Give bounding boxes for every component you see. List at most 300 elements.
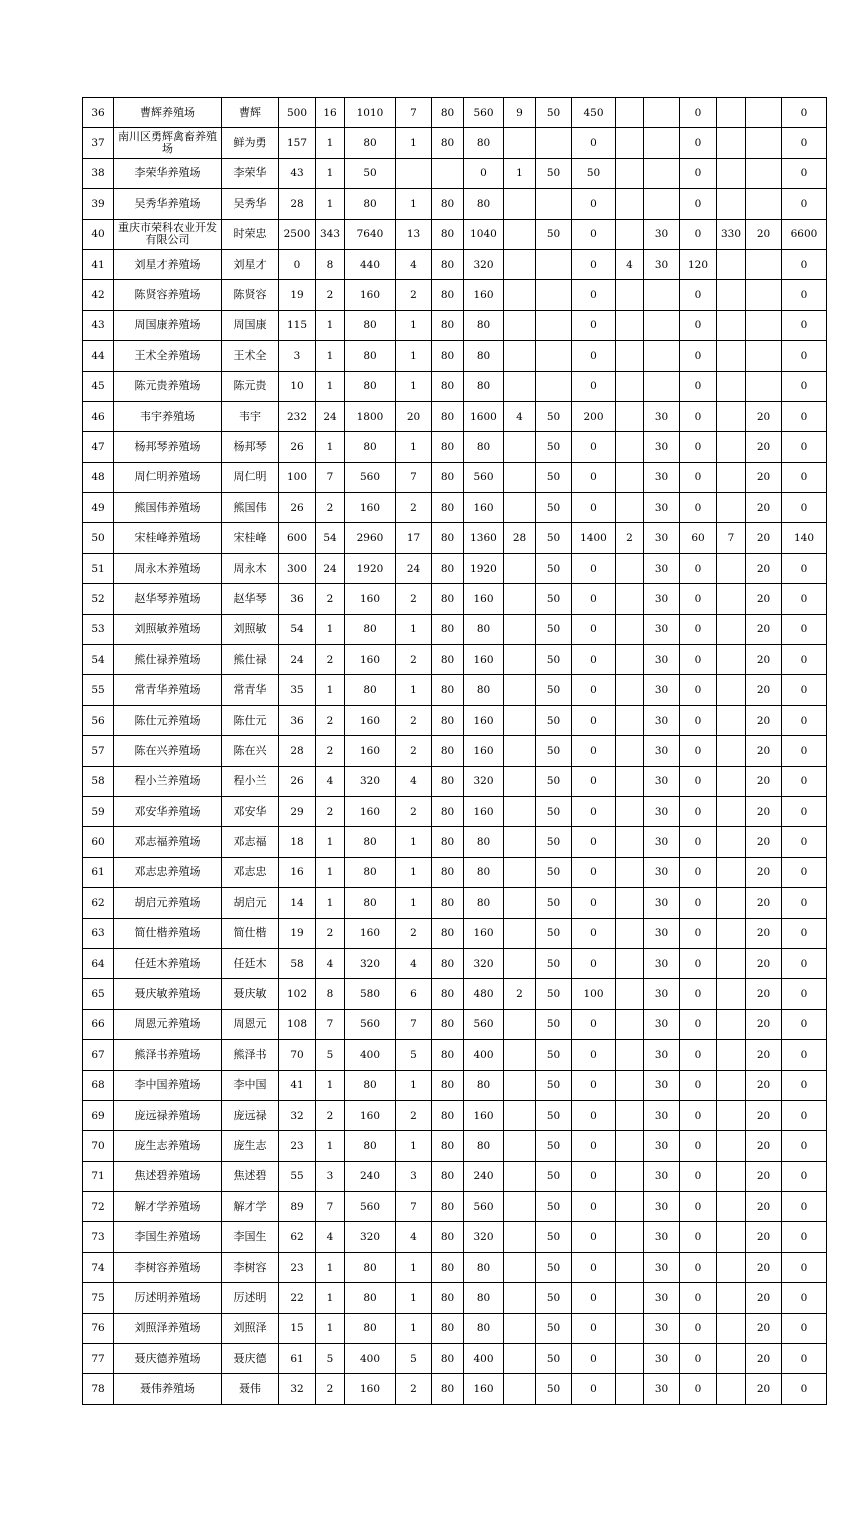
value-cell: 80 (432, 1192, 464, 1222)
value-cell: 43 (279, 158, 316, 188)
table-row (83, 584, 827, 614)
table-row (83, 736, 827, 766)
value-cell (616, 675, 644, 705)
value-cell: 1 (316, 1252, 345, 1282)
value-cell: 0 (680, 766, 717, 796)
value-cell: 80 (345, 1313, 396, 1343)
table-row (83, 948, 827, 978)
value-cell: 20 (746, 766, 782, 796)
value-cell: 2 (396, 705, 432, 735)
value-cell (616, 493, 644, 523)
value-cell: 20 (746, 1192, 782, 1222)
value-cell: 0 (572, 1222, 616, 1252)
value-cell: 0 (680, 1283, 717, 1313)
value-cell: 0 (680, 280, 717, 310)
owner-name-cell: 宋桂峰 (222, 523, 279, 553)
value-cell: 160 (345, 584, 396, 614)
value-cell: 0 (680, 553, 717, 583)
value-cell: 560 (345, 462, 396, 492)
value-cell: 80 (432, 705, 464, 735)
row-index-cell: 73 (83, 1222, 114, 1252)
row-index-cell: 53 (83, 614, 114, 644)
value-cell (717, 1100, 746, 1130)
value-cell: 50 (536, 675, 572, 705)
value-cell: 80 (464, 857, 504, 887)
value-cell: 0 (782, 614, 827, 644)
value-cell: 8 (316, 979, 345, 1009)
value-cell: 115 (279, 310, 316, 340)
value-cell: 0 (782, 1313, 827, 1343)
value-cell: 200 (572, 401, 616, 431)
value-cell: 80 (432, 979, 464, 1009)
value-cell: 1 (316, 128, 345, 158)
value-cell: 0 (782, 1009, 827, 1039)
value-cell: 30 (644, 948, 680, 978)
value-cell: 0 (782, 1040, 827, 1070)
value-cell: 50 (536, 1040, 572, 1070)
value-cell: 80 (432, 280, 464, 310)
row-index-cell: 50 (83, 523, 114, 553)
value-cell: 1920 (345, 553, 396, 583)
value-cell: 80 (432, 98, 464, 128)
value-cell: 2 (396, 584, 432, 614)
value-cell: 500 (279, 98, 316, 128)
row-index-cell: 62 (83, 888, 114, 918)
value-cell: 2 (316, 918, 345, 948)
row-index-cell: 44 (83, 341, 114, 371)
row-index-cell: 46 (83, 401, 114, 431)
value-cell: 30 (644, 857, 680, 887)
value-cell (504, 1161, 536, 1191)
owner-name-cell: 邓志忠 (222, 857, 279, 887)
value-cell: 80 (432, 614, 464, 644)
value-cell (504, 1313, 536, 1343)
farm-name-cell: 重庆市荣科农业开发有限公司 (114, 219, 222, 249)
value-cell: 50 (572, 158, 616, 188)
value-cell: 7 (396, 1009, 432, 1039)
value-cell: 7 (396, 462, 432, 492)
value-cell: 50 (536, 1283, 572, 1313)
table-row (83, 1252, 827, 1282)
value-cell: 0 (572, 1131, 616, 1161)
value-cell (616, 1344, 644, 1374)
value-cell: 0 (782, 948, 827, 978)
row-index-cell: 39 (83, 189, 114, 219)
value-cell: 20 (746, 675, 782, 705)
value-cell (536, 341, 572, 371)
value-cell (616, 128, 644, 158)
value-cell: 80 (432, 857, 464, 887)
value-cell: 80 (432, 1374, 464, 1404)
value-cell: 0 (782, 310, 827, 340)
value-cell: 1 (396, 888, 432, 918)
row-index-cell: 40 (83, 219, 114, 249)
value-cell (717, 614, 746, 644)
value-cell: 1 (316, 158, 345, 188)
value-cell: 70 (279, 1040, 316, 1070)
farm-name-cell: 陈元贵养殖场 (114, 371, 222, 401)
table-row (83, 1222, 827, 1252)
owner-name-cell: 陈在兴 (222, 736, 279, 766)
owner-name-cell: 李荣华 (222, 158, 279, 188)
owner-name-cell: 陈仕元 (222, 705, 279, 735)
value-cell: 0 (680, 1222, 717, 1252)
value-cell: 20 (746, 614, 782, 644)
value-cell: 30 (644, 1252, 680, 1282)
value-cell: 2 (316, 584, 345, 614)
owner-name-cell: 曹辉 (222, 98, 279, 128)
table-row (83, 1161, 827, 1191)
value-cell: 80 (432, 371, 464, 401)
value-cell (504, 553, 536, 583)
value-cell: 80 (432, 1252, 464, 1282)
value-cell: 17 (396, 523, 432, 553)
value-cell: 2 (616, 523, 644, 553)
value-cell: 80 (432, 189, 464, 219)
owner-name-cell: 简仕楷 (222, 918, 279, 948)
owner-name-cell: 熊仕禄 (222, 645, 279, 675)
value-cell: 54 (316, 523, 345, 553)
value-cell (536, 371, 572, 401)
farm-name-cell: 赵华琴养殖场 (114, 584, 222, 614)
value-cell (717, 310, 746, 340)
value-cell: 1 (396, 432, 432, 462)
row-index-cell: 47 (83, 432, 114, 462)
value-cell (717, 158, 746, 188)
value-cell: 0 (782, 1344, 827, 1374)
value-cell: 0 (572, 948, 616, 978)
value-cell: 16 (279, 857, 316, 887)
value-cell: 26 (279, 493, 316, 523)
table-row (83, 158, 827, 188)
value-cell: 28 (279, 189, 316, 219)
value-cell (717, 493, 746, 523)
value-cell: 108 (279, 1009, 316, 1039)
value-cell: 0 (782, 1070, 827, 1100)
value-cell: 50 (536, 1131, 572, 1161)
value-cell (536, 310, 572, 340)
farm-name-cell: 李中国养殖场 (114, 1070, 222, 1100)
value-cell: 0 (572, 371, 616, 401)
value-cell: 0 (680, 736, 717, 766)
value-cell: 80 (432, 553, 464, 583)
value-cell: 20 (746, 979, 782, 1009)
value-cell: 0 (680, 128, 717, 158)
value-cell: 0 (572, 1009, 616, 1039)
value-cell (616, 310, 644, 340)
value-cell: 160 (345, 918, 396, 948)
value-cell (504, 189, 536, 219)
table-row (83, 189, 827, 219)
value-cell: 0 (680, 1344, 717, 1374)
value-cell: 0 (680, 645, 717, 675)
value-cell (396, 158, 432, 188)
value-cell: 0 (782, 158, 827, 188)
value-cell: 1 (396, 128, 432, 158)
value-cell (717, 1252, 746, 1282)
value-cell (717, 1131, 746, 1161)
row-index-cell: 77 (83, 1344, 114, 1374)
value-cell: 8 (316, 249, 345, 279)
value-cell: 0 (572, 1100, 616, 1130)
value-cell: 0 (572, 705, 616, 735)
value-cell (616, 401, 644, 431)
value-cell: 80 (345, 1252, 396, 1282)
value-cell (504, 645, 536, 675)
value-cell: 160 (464, 493, 504, 523)
value-cell (616, 736, 644, 766)
value-cell: 20 (746, 857, 782, 887)
value-cell: 20 (396, 401, 432, 431)
value-cell: 1 (316, 614, 345, 644)
value-cell: 80 (345, 310, 396, 340)
value-cell: 20 (746, 432, 782, 462)
value-cell: 30 (644, 796, 680, 826)
value-cell (644, 158, 680, 188)
value-cell: 0 (572, 432, 616, 462)
table-row (83, 1040, 827, 1070)
value-cell (616, 1131, 644, 1161)
value-cell: 0 (680, 371, 717, 401)
value-cell: 4 (616, 249, 644, 279)
value-cell: 1 (316, 189, 345, 219)
value-cell: 0 (782, 128, 827, 158)
value-cell: 19 (279, 280, 316, 310)
value-cell (746, 280, 782, 310)
value-cell: 0 (680, 310, 717, 340)
value-cell: 2 (316, 705, 345, 735)
value-cell (717, 401, 746, 431)
value-cell: 80 (464, 675, 504, 705)
value-cell: 13 (396, 219, 432, 249)
value-cell (616, 1100, 644, 1130)
value-cell (504, 1070, 536, 1100)
value-cell: 1 (396, 675, 432, 705)
value-cell: 30 (644, 1009, 680, 1039)
table-row (83, 1131, 827, 1161)
value-cell: 80 (432, 1344, 464, 1374)
value-cell: 0 (782, 736, 827, 766)
value-cell: 1 (316, 432, 345, 462)
table-row (83, 1313, 827, 1343)
value-cell: 50 (536, 1313, 572, 1343)
value-cell: 1 (316, 1283, 345, 1313)
value-cell: 1 (396, 1283, 432, 1313)
value-cell: 80 (432, 310, 464, 340)
value-cell (717, 1283, 746, 1313)
value-cell: 80 (464, 310, 504, 340)
value-cell (504, 918, 536, 948)
table-row (83, 675, 827, 705)
table-row (83, 1070, 827, 1100)
value-cell: 20 (746, 705, 782, 735)
farm-name-cell: 聂庆德养殖场 (114, 1344, 222, 1374)
value-cell: 1 (396, 1070, 432, 1100)
value-cell: 26 (279, 432, 316, 462)
value-cell: 80 (464, 827, 504, 857)
table-row (83, 432, 827, 462)
value-cell: 50 (536, 432, 572, 462)
value-cell: 0 (680, 189, 717, 219)
value-cell: 50 (536, 401, 572, 431)
value-cell: 0 (782, 1192, 827, 1222)
value-cell (616, 98, 644, 128)
value-cell: 80 (345, 675, 396, 705)
value-cell: 2 (316, 493, 345, 523)
value-cell: 1 (396, 1252, 432, 1282)
owner-name-cell: 邓安华 (222, 796, 279, 826)
value-cell: 23 (279, 1131, 316, 1161)
value-cell: 0 (782, 675, 827, 705)
value-cell: 2 (396, 1374, 432, 1404)
value-cell: 240 (345, 1161, 396, 1191)
farm-name-cell: 李国生养殖场 (114, 1222, 222, 1252)
table-row (83, 888, 827, 918)
value-cell (717, 918, 746, 948)
value-cell: 20 (746, 1009, 782, 1039)
value-cell: 160 (464, 736, 504, 766)
value-cell: 1 (316, 310, 345, 340)
value-cell: 50 (536, 918, 572, 948)
value-cell (616, 219, 644, 249)
value-cell (616, 1009, 644, 1039)
value-cell: 30 (644, 1131, 680, 1161)
value-cell: 0 (572, 918, 616, 948)
value-cell: 580 (345, 979, 396, 1009)
row-index-cell: 57 (83, 736, 114, 766)
value-cell: 80 (345, 857, 396, 887)
value-cell: 0 (572, 1161, 616, 1191)
value-cell (717, 1192, 746, 1222)
value-cell: 80 (345, 341, 396, 371)
value-cell: 0 (572, 766, 616, 796)
value-cell (536, 189, 572, 219)
value-cell (717, 1009, 746, 1039)
value-cell: 1 (396, 1313, 432, 1343)
owner-name-cell: 刘星才 (222, 249, 279, 279)
value-cell: 330 (717, 219, 746, 249)
value-cell: 30 (644, 675, 680, 705)
owner-name-cell: 熊国伟 (222, 493, 279, 523)
value-cell: 30 (644, 432, 680, 462)
value-cell: 560 (345, 1192, 396, 1222)
value-cell: 80 (345, 128, 396, 158)
value-cell: 19 (279, 918, 316, 948)
value-cell (504, 1344, 536, 1374)
value-cell: 232 (279, 401, 316, 431)
value-cell (504, 1192, 536, 1222)
value-cell: 80 (432, 493, 464, 523)
value-cell: 80 (432, 584, 464, 614)
farm-name-cell: 焦述碧养殖场 (114, 1161, 222, 1191)
farm-name-cell: 李树容养殖场 (114, 1252, 222, 1282)
value-cell: 100 (572, 979, 616, 1009)
table-row (83, 1192, 827, 1222)
value-cell: 80 (432, 1283, 464, 1313)
value-cell (536, 128, 572, 158)
owner-name-cell: 李国生 (222, 1222, 279, 1252)
value-cell (717, 796, 746, 826)
value-cell: 30 (644, 979, 680, 1009)
farm-name-cell: 王术全养殖场 (114, 341, 222, 371)
value-cell (504, 705, 536, 735)
value-cell: 0 (680, 462, 717, 492)
value-cell: 0 (782, 280, 827, 310)
value-cell: 80 (345, 432, 396, 462)
owner-name-cell: 杨邦琴 (222, 432, 279, 462)
value-cell: 1 (316, 341, 345, 371)
value-cell: 2 (316, 796, 345, 826)
value-cell (616, 796, 644, 826)
value-cell: 89 (279, 1192, 316, 1222)
table-row (83, 1100, 827, 1130)
row-index-cell: 36 (83, 98, 114, 128)
row-index-cell: 69 (83, 1100, 114, 1130)
value-cell: 30 (644, 1374, 680, 1404)
value-cell: 2 (316, 280, 345, 310)
value-cell: 0 (680, 1100, 717, 1130)
farm-name-cell: 任廷木养殖场 (114, 948, 222, 978)
table-row (83, 918, 827, 948)
value-cell: 0 (572, 249, 616, 279)
value-cell: 30 (644, 1161, 680, 1191)
value-cell: 6600 (782, 219, 827, 249)
value-cell: 0 (680, 219, 717, 249)
value-cell: 4 (316, 1222, 345, 1252)
value-cell: 0 (572, 857, 616, 887)
row-index-cell: 55 (83, 675, 114, 705)
owner-name-cell: 刘照泽 (222, 1313, 279, 1343)
value-cell: 560 (464, 462, 504, 492)
farm-name-cell: 曹辉养殖场 (114, 98, 222, 128)
value-cell: 1 (316, 857, 345, 887)
value-cell: 80 (345, 1283, 396, 1313)
value-cell: 0 (572, 462, 616, 492)
value-cell (717, 249, 746, 279)
value-cell: 0 (572, 189, 616, 219)
value-cell: 0 (680, 98, 717, 128)
value-cell (717, 553, 746, 583)
value-cell (616, 189, 644, 219)
value-cell: 30 (644, 219, 680, 249)
value-cell (504, 766, 536, 796)
farm-name-cell: 周仁明养殖场 (114, 462, 222, 492)
value-cell: 30 (644, 736, 680, 766)
farm-name-cell: 聂伟养殖场 (114, 1374, 222, 1404)
value-cell: 1 (396, 614, 432, 644)
farm-name-cell: 庞生志养殖场 (114, 1131, 222, 1161)
value-cell: 80 (432, 523, 464, 553)
value-cell: 0 (464, 158, 504, 188)
value-cell: 30 (644, 553, 680, 583)
owner-name-cell: 胡启元 (222, 888, 279, 918)
value-cell (432, 158, 464, 188)
value-cell: 0 (680, 1192, 717, 1222)
value-cell (504, 948, 536, 978)
farm-name-cell: 南川区勇辉禽畜养殖场 (114, 128, 222, 158)
farm-name-cell: 陈在兴养殖场 (114, 736, 222, 766)
owner-name-cell: 常青华 (222, 675, 279, 705)
value-cell: 7 (316, 1192, 345, 1222)
value-cell: 80 (345, 371, 396, 401)
value-cell: 160 (345, 796, 396, 826)
value-cell: 160 (345, 280, 396, 310)
value-cell: 0 (782, 98, 827, 128)
value-cell: 20 (746, 796, 782, 826)
value-cell (616, 584, 644, 614)
value-cell (504, 1222, 536, 1252)
row-index-cell: 68 (83, 1070, 114, 1100)
